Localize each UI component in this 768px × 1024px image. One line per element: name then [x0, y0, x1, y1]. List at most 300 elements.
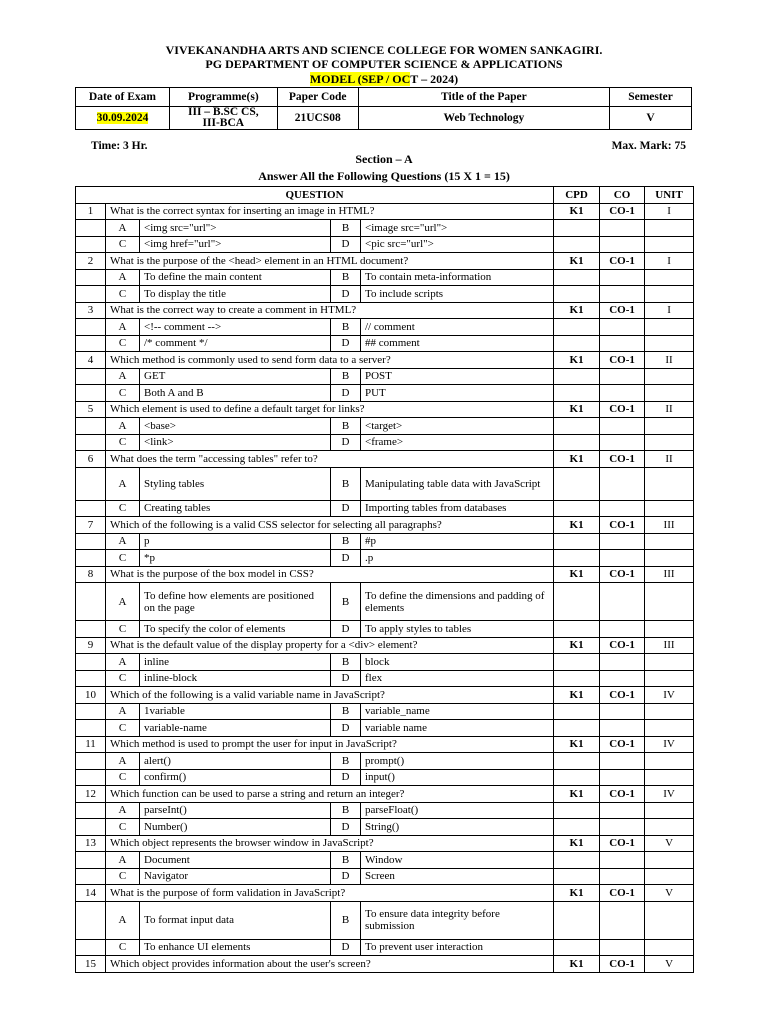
option-blank — [645, 583, 694, 621]
option-letter: A — [106, 418, 140, 435]
question-text: What is the purpose of form validation in JavaScript? — [106, 885, 554, 902]
question-row — [76, 352, 694, 369]
option-letter: A — [106, 901, 140, 939]
question-number: 6 — [76, 451, 106, 468]
option-row — [76, 236, 694, 253]
question-number: 7 — [76, 517, 106, 534]
option-row — [76, 335, 694, 352]
option-letter: B — [331, 703, 361, 720]
option-letter: B — [331, 269, 361, 286]
option-blank — [554, 319, 600, 336]
question-text: What does the term "accessing tables" refer to? — [106, 451, 554, 468]
option-blank — [554, 286, 600, 303]
option-row — [76, 753, 694, 770]
option-blank — [645, 621, 694, 638]
option-blank — [645, 319, 694, 336]
option-spacer — [76, 467, 106, 500]
question-cpd: K1 — [554, 451, 600, 468]
option-blank — [554, 868, 600, 885]
question-co: CO-1 — [600, 451, 645, 468]
question-unit: IV — [645, 736, 694, 753]
college-name: VIVEKANANDHA ARTS AND SCIENCE COLLEGE FOR WOMEN SANKAGIRI. — [165, 43, 603, 57]
option-letter: B — [331, 901, 361, 939]
option-blank — [554, 852, 600, 869]
option-blank — [554, 654, 600, 671]
option-spacer — [76, 670, 106, 687]
option-spacer — [76, 368, 106, 385]
option-row — [76, 819, 694, 836]
option-letter: D — [331, 385, 361, 402]
option-letter: C — [106, 720, 140, 737]
exam-title-rest: T – 2024) — [410, 72, 459, 86]
option-letter: C — [106, 500, 140, 517]
option-text: <!-- comment --> — [140, 319, 331, 336]
option-blank — [554, 670, 600, 687]
option-text: String() — [361, 819, 554, 836]
question-cpd: K1 — [554, 302, 600, 319]
option-spacer — [76, 385, 106, 402]
question-row — [76, 956, 694, 973]
option-letter: D — [331, 769, 361, 786]
option-text: To define how elements are positioned on the page — [140, 583, 331, 621]
option-text: To ensure data integrity before submission — [361, 901, 554, 939]
option-text: variable name — [361, 720, 554, 737]
option-row — [76, 500, 694, 517]
option-blank — [600, 286, 645, 303]
question-co: CO-1 — [600, 835, 645, 852]
option-blank — [554, 335, 600, 352]
option-blank — [645, 533, 694, 550]
option-blank — [600, 819, 645, 836]
question-unit: III — [645, 517, 694, 534]
question-co: CO-1 — [600, 352, 645, 369]
question-row — [76, 835, 694, 852]
option-letter: C — [106, 621, 140, 638]
option-text: <target> — [361, 418, 554, 435]
question-unit: I — [645, 302, 694, 319]
question-co: CO-1 — [600, 687, 645, 704]
option-text: #p — [361, 533, 554, 550]
option-blank — [645, 753, 694, 770]
question-text: Which of the following is a valid variable name in JavaScript? — [106, 687, 554, 704]
option-text: confirm() — [140, 769, 331, 786]
option-blank — [645, 236, 694, 253]
option-blank — [645, 901, 694, 939]
option-letter: A — [106, 753, 140, 770]
option-letter: A — [106, 654, 140, 671]
option-row — [76, 939, 694, 956]
exam-time: Time: 3 Hr. — [91, 140, 148, 152]
header-cpd: CPD — [554, 187, 600, 204]
option-letter: D — [331, 868, 361, 885]
option-blank — [554, 939, 600, 956]
question-unit: II — [645, 401, 694, 418]
option-text: Styling tables — [140, 467, 331, 500]
programme-line-2: III-BCA — [202, 117, 245, 129]
question-text: Which method is commonly used to send form data to a server? — [106, 352, 554, 369]
question-number: 12 — [76, 786, 106, 803]
option-blank — [645, 418, 694, 435]
option-spacer — [76, 621, 106, 638]
option-blank — [600, 533, 645, 550]
question-unit: V — [645, 835, 694, 852]
option-row — [76, 703, 694, 720]
question-unit: III — [645, 637, 694, 654]
exam-info-table — [75, 87, 692, 130]
option-text: POST — [361, 368, 554, 385]
option-letter: C — [106, 286, 140, 303]
question-text: What is the correct way to create a comment in HTML? — [106, 302, 554, 319]
option-blank — [554, 533, 600, 550]
option-letter: C — [106, 335, 140, 352]
question-text: Which element is used to define a default target for links? — [106, 401, 554, 418]
question-number: 8 — [76, 566, 106, 583]
question-text: Which of the following is a valid CSS selector for selecting all paragraphs? — [106, 517, 554, 534]
option-blank — [554, 753, 600, 770]
option-spacer — [76, 319, 106, 336]
option-blank — [645, 286, 694, 303]
question-text: Which method is used to prompt the user for input in JavaScript? — [106, 736, 554, 753]
option-spacer — [76, 819, 106, 836]
info-header-date: Date of Exam — [76, 88, 170, 107]
option-blank — [600, 769, 645, 786]
option-text: <img href="url"> — [140, 236, 331, 253]
option-spacer — [76, 769, 106, 786]
option-text: To enhance UI elements — [140, 939, 331, 956]
option-blank — [600, 335, 645, 352]
option-blank — [600, 939, 645, 956]
option-row — [76, 533, 694, 550]
option-letter: A — [106, 220, 140, 237]
option-text: To format input data — [140, 901, 331, 939]
question-row — [76, 253, 694, 270]
option-blank — [600, 720, 645, 737]
question-number: 10 — [76, 687, 106, 704]
info-header-paper-code: Paper Code — [277, 88, 358, 107]
question-row — [76, 517, 694, 534]
option-text: Both A and B — [140, 385, 331, 402]
option-text: Navigator — [140, 868, 331, 885]
option-text: To include scripts — [361, 286, 554, 303]
exam-title-highlight: MODEL (SEP / OC — [309, 72, 411, 86]
option-spacer — [76, 939, 106, 956]
option-row — [76, 418, 694, 435]
option-text: // comment — [361, 319, 554, 336]
option-letter: C — [106, 434, 140, 451]
option-row — [76, 769, 694, 786]
question-cpd: K1 — [554, 517, 600, 534]
option-text: *p — [140, 550, 331, 567]
question-cpd: K1 — [554, 203, 600, 220]
option-letter: D — [331, 286, 361, 303]
option-letter: D — [331, 621, 361, 638]
option-text: <link> — [140, 434, 331, 451]
option-letter: A — [106, 802, 140, 819]
option-blank — [645, 670, 694, 687]
option-blank — [600, 368, 645, 385]
option-row — [76, 368, 694, 385]
question-row — [76, 786, 694, 803]
option-letter: D — [331, 720, 361, 737]
question-co: CO-1 — [600, 517, 645, 534]
programme — [169, 107, 277, 130]
question-row — [76, 885, 694, 902]
section-instruction: Answer All the Following Questions (15 X 1 = 15) — [258, 169, 510, 183]
option-letter: A — [106, 583, 140, 621]
option-row — [76, 901, 694, 939]
question-number: 4 — [76, 352, 106, 369]
question-text: What is the default value of the display property for a <div> element? — [106, 637, 554, 654]
option-blank — [645, 550, 694, 567]
question-text: What is the correct syntax for inserting an image in HTML? — [106, 203, 554, 220]
option-row — [76, 670, 694, 687]
option-blank — [600, 621, 645, 638]
question-text: Which function can be used to parse a string and return an integer? — [106, 786, 554, 803]
option-text: ## comment — [361, 335, 554, 352]
option-spacer — [76, 269, 106, 286]
question-unit: I — [645, 203, 694, 220]
option-letter: D — [331, 236, 361, 253]
question-co: CO-1 — [600, 786, 645, 803]
option-blank — [600, 418, 645, 435]
option-blank — [554, 621, 600, 638]
option-row — [76, 654, 694, 671]
option-blank — [554, 901, 600, 939]
question-number: 14 — [76, 885, 106, 902]
section-title: Section – A — [355, 152, 413, 166]
paper-code: 21UCS08 — [277, 107, 358, 130]
option-letter: B — [331, 583, 361, 621]
option-text: Number() — [140, 819, 331, 836]
option-text: <frame> — [361, 434, 554, 451]
header-co: CO — [600, 187, 645, 204]
question-cpd: K1 — [554, 786, 600, 803]
option-spacer — [76, 753, 106, 770]
option-text: Window — [361, 852, 554, 869]
option-blank — [600, 753, 645, 770]
option-text: /* comment */ — [140, 335, 331, 352]
semester: V — [610, 107, 692, 130]
option-blank — [600, 500, 645, 517]
option-letter: D — [331, 819, 361, 836]
question-row — [76, 302, 694, 319]
option-blank — [600, 550, 645, 567]
question-row — [76, 451, 694, 468]
option-blank — [554, 269, 600, 286]
option-text: <image src="url"> — [361, 220, 554, 237]
option-letter: B — [331, 753, 361, 770]
question-co: CO-1 — [600, 302, 645, 319]
option-row — [76, 852, 694, 869]
option-row — [76, 385, 694, 402]
question-co: CO-1 — [600, 956, 645, 973]
option-blank — [554, 220, 600, 237]
paper-title: Web Technology — [358, 107, 609, 130]
option-spacer — [76, 802, 106, 819]
option-blank — [554, 418, 600, 435]
question-row — [76, 736, 694, 753]
option-letter: C — [106, 550, 140, 567]
option-blank — [554, 467, 600, 500]
option-spacer — [76, 720, 106, 737]
question-cpd: K1 — [554, 253, 600, 270]
question-row — [76, 566, 694, 583]
option-blank — [645, 385, 694, 402]
option-blank — [600, 852, 645, 869]
option-blank — [600, 236, 645, 253]
option-letter: D — [331, 939, 361, 956]
table-header-row — [76, 187, 694, 204]
option-row — [76, 550, 694, 567]
question-unit: II — [645, 451, 694, 468]
option-letter: D — [331, 335, 361, 352]
question-unit: III — [645, 566, 694, 583]
option-spacer — [76, 703, 106, 720]
question-unit: V — [645, 956, 694, 973]
option-blank — [554, 434, 600, 451]
option-blank — [600, 220, 645, 237]
question-text: What is the purpose of the <head> element in an HTML document? — [106, 253, 554, 270]
option-text: <img src="url"> — [140, 220, 331, 237]
option-text: Document — [140, 852, 331, 869]
option-text: Screen — [361, 868, 554, 885]
question-co: CO-1 — [600, 203, 645, 220]
question-unit: V — [645, 885, 694, 902]
option-letter: A — [106, 703, 140, 720]
questions-table — [75, 186, 694, 973]
question-cpd: K1 — [554, 401, 600, 418]
option-spacer — [76, 236, 106, 253]
option-letter: D — [331, 550, 361, 567]
option-blank — [554, 819, 600, 836]
question-number: 13 — [76, 835, 106, 852]
option-letter: B — [331, 467, 361, 500]
question-text: Which object represents the browser window in JavaScript? — [106, 835, 554, 852]
question-text: What is the purpose of the box model in CSS? — [106, 566, 554, 583]
option-text: Importing tables from databases — [361, 500, 554, 517]
option-blank — [645, 654, 694, 671]
option-blank — [645, 269, 694, 286]
option-spacer — [76, 434, 106, 451]
option-letter: D — [331, 500, 361, 517]
option-letter: D — [331, 670, 361, 687]
option-blank — [600, 654, 645, 671]
option-spacer — [76, 335, 106, 352]
option-spacer — [76, 220, 106, 237]
option-text: block — [361, 654, 554, 671]
option-blank — [600, 868, 645, 885]
option-text: To define the main content — [140, 269, 331, 286]
option-text: To contain meta-information — [361, 269, 554, 286]
question-number: 5 — [76, 401, 106, 418]
question-co: CO-1 — [600, 736, 645, 753]
option-text: 1variable — [140, 703, 331, 720]
option-spacer — [76, 418, 106, 435]
option-blank — [645, 802, 694, 819]
question-co: CO-1 — [600, 401, 645, 418]
option-blank — [600, 385, 645, 402]
option-blank — [645, 368, 694, 385]
option-blank — [554, 236, 600, 253]
option-text: inline-block — [140, 670, 331, 687]
option-blank — [554, 385, 600, 402]
option-text: prompt() — [361, 753, 554, 770]
question-cpd: K1 — [554, 352, 600, 369]
max-mark: Max. Mark: 75 — [611, 140, 686, 152]
option-blank — [554, 769, 600, 786]
question-co: CO-1 — [600, 885, 645, 902]
option-blank — [600, 434, 645, 451]
question-cpd: K1 — [554, 637, 600, 654]
option-text: variable_name — [361, 703, 554, 720]
option-blank — [645, 769, 694, 786]
question-cpd: K1 — [554, 566, 600, 583]
question-row — [76, 637, 694, 654]
question-row — [76, 401, 694, 418]
option-spacer — [76, 852, 106, 869]
option-spacer — [76, 654, 106, 671]
option-blank — [600, 583, 645, 621]
option-blank — [600, 802, 645, 819]
question-unit: IV — [645, 687, 694, 704]
option-text: input() — [361, 769, 554, 786]
option-blank — [645, 335, 694, 352]
option-letter: C — [106, 670, 140, 687]
option-blank — [645, 703, 694, 720]
question-unit: II — [645, 352, 694, 369]
option-letter: B — [331, 319, 361, 336]
option-letter: D — [331, 434, 361, 451]
option-blank — [645, 868, 694, 885]
option-row — [76, 467, 694, 500]
option-spacer — [76, 868, 106, 885]
option-letter: A — [106, 852, 140, 869]
option-row — [76, 220, 694, 237]
question-text: Which object provides information about the user's screen? — [106, 956, 554, 973]
info-header-title: Title of the Paper — [358, 88, 609, 107]
option-letter: C — [106, 868, 140, 885]
question-number: 9 — [76, 637, 106, 654]
option-blank — [600, 901, 645, 939]
option-letter: B — [331, 368, 361, 385]
question-unit: I — [645, 253, 694, 270]
option-blank — [554, 703, 600, 720]
question-cpd: K1 — [554, 835, 600, 852]
option-spacer — [76, 500, 106, 517]
option-text: To display the title — [140, 286, 331, 303]
exam-title — [0, 72, 768, 86]
exam-date-value: 30.09.2024 — [96, 111, 149, 124]
option-text: Creating tables — [140, 500, 331, 517]
option-letter: B — [331, 852, 361, 869]
option-blank — [645, 720, 694, 737]
option-letter: A — [106, 368, 140, 385]
option-row — [76, 319, 694, 336]
option-blank — [554, 720, 600, 737]
info-header-semester: Semester — [610, 88, 692, 107]
option-blank — [554, 583, 600, 621]
option-text: To specify the color of elements — [140, 621, 331, 638]
question-number: 3 — [76, 302, 106, 319]
option-text: To define the dimensions and padding of elements — [361, 583, 554, 621]
option-letter: B — [331, 533, 361, 550]
option-spacer — [76, 550, 106, 567]
question-cpd: K1 — [554, 687, 600, 704]
option-text: <base> — [140, 418, 331, 435]
option-spacer — [76, 901, 106, 939]
question-number: 15 — [76, 956, 106, 973]
option-text: <pic src="url"> — [361, 236, 554, 253]
